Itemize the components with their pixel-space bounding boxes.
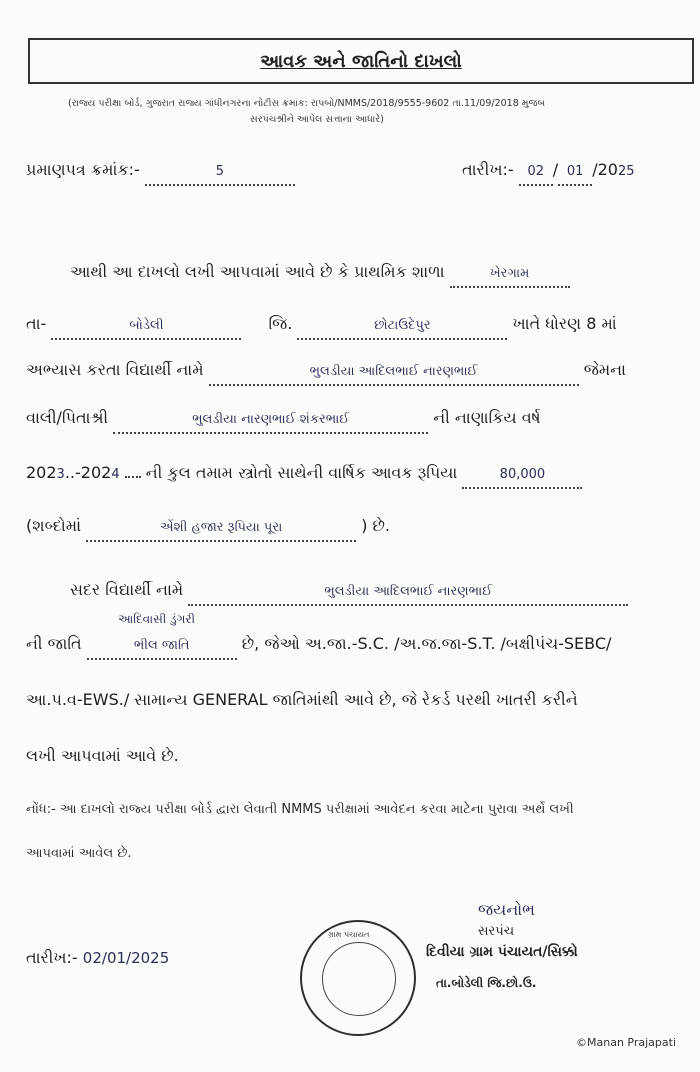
guardian-row	[26, 408, 541, 434]
certificate-date-year-prefix: 20	[597, 160, 618, 179]
subtitle-line-1: (રાજ્ય પરીક્ષા બોર્ડ, ગુજરાત રાજ્ય ગાંધીનગરના નોટીસ ક્રમાંક: રાપબો/NMMS/2018/9555-9602 તા.11/09/2018 મુજબ	[68, 98, 546, 109]
certificate-date-day: 02	[519, 164, 553, 186]
certificate-date-month: 01	[558, 164, 592, 186]
income-amount: 80,000	[462, 467, 582, 489]
year-from-suffix: 3	[56, 467, 65, 482]
intro-row	[70, 262, 570, 288]
words-label: (શબ્દોમાં	[26, 516, 81, 535]
signature: જયનોભ	[478, 900, 535, 919]
footer-date-value: 02/01/2025	[82, 949, 170, 967]
school-name: ખેરગામ	[450, 266, 570, 288]
income-row: 2023..-2024 ની કુલ તમામ સ્ત્રોતો સાથેની વાર્ષિક આવક રૂપિયા 80,000	[26, 456, 582, 489]
standard-text: ખાતે ધોરણ 8 માં	[512, 314, 617, 333]
taluka-label: તા-	[26, 314, 47, 333]
taluka-row	[26, 314, 617, 340]
signatory-place: તા.બોડેલી જિ.છો.ઉ.	[436, 976, 537, 990]
year-to-prefix: 202	[80, 463, 112, 482]
footer-date-label: તારીખ:-	[26, 948, 78, 967]
caste-row	[26, 634, 611, 660]
panchayat-seal	[300, 920, 416, 1036]
caste-value: ભીલ જાતિ	[87, 638, 237, 660]
guardian-label: વાલી/પિતાશ્રી	[26, 408, 109, 427]
copyright-text: ©Manan Prajapati	[576, 1036, 677, 1049]
certificate-number-value: 5	[145, 164, 295, 186]
caste-text2: આ.પ.વ-EWS./ સામાન્ય GENERAL જાતિમાંથી આવે છે, જે રેકર્ડ પરથી ખાતરી કરીને	[26, 690, 578, 709]
student-row	[26, 360, 626, 386]
document-title: આવક અને જાતિનો દાખલો	[260, 50, 462, 72]
certificate-number-label: પ્રમાણપત્ર ક્રમાંક:-	[26, 160, 140, 179]
income-words: એંશી હજાર રૂપિયા પૂરા	[86, 520, 356, 542]
seal-inner-ring	[322, 942, 396, 1016]
guardian-name: ભુલડીયા નારણભાઈ શંકરભાઈ	[113, 412, 428, 434]
signatory-name: દિવીયા ગ્રામ પંચાયત/સિક્કો	[426, 944, 578, 960]
caste-above-text: આદિવાસી ડુંગરી	[118, 612, 196, 626]
footer-date-row	[26, 948, 169, 968]
closing-text: લખી આપવામાં આવે છે.	[26, 746, 179, 765]
caste-label: ની જાતિ	[26, 634, 82, 653]
note-line-2: આપવામાં આવેલ છે.	[26, 846, 132, 861]
student-name: ભુલડીયા આદિલભાઈ નારણભાઈ	[209, 364, 579, 386]
certificate-date-row: તારીખ:- 02 / 01 /2025	[462, 160, 634, 186]
study-label: અભ્યાસ કરતા વિદ્યાર્થી નામે	[26, 360, 204, 379]
intro-text: આથી આ દાખલો લખી આપવામાં આવે છે કે પ્રાથમિક શાળા	[70, 262, 445, 281]
year-label: ની નાણાકિય વર્ષ	[433, 408, 541, 427]
student-name-repeat: ભુલડીયા આદિલભાઈ નારણભાઈ	[188, 584, 628, 606]
certificate-date-year-suffix: 25	[617, 164, 635, 179]
signatory-role: સરપંચ	[478, 924, 515, 939]
district-name: છોટાઉદેપુર	[297, 318, 507, 340]
document-title-box	[28, 38, 694, 84]
income-text: ની કુલ તમામ સ્ત્રોતો સાથેની વાર્ષિક આવક રૂપિયા	[145, 463, 458, 482]
caste-text: છે, જેઓ અ.જા.-S.C. /અ.જ.જા-S.T. /બક્ષીપંચ-SEBC/	[241, 634, 612, 653]
student-repeat-row	[70, 580, 628, 606]
year-to-suffix: 4	[111, 467, 120, 482]
district-label: જિ.	[268, 314, 293, 333]
income-words-row	[26, 516, 390, 542]
taluka-name: બોડેલી	[51, 318, 241, 340]
words-end: ) છે.	[361, 516, 390, 535]
whose-text: જેમના	[583, 360, 626, 379]
certificate-number-row	[26, 160, 295, 186]
year-from-prefix: 202	[26, 463, 57, 482]
subtitle-line-2: સરપંચશ્રીને આપેલ સત્તાના આધારે)	[250, 114, 384, 125]
seal-text: ગ્રામ પંચાયત	[328, 930, 370, 939]
note-line-1: નોંધ:- આ દાખલો રાજ્ય પરીક્ષા બોર્ડ દ્વારા લેવાતી NMMS પરીક્ષામાં આવેદન કરવા માટેના પુરાવા અર્થે લખી	[26, 802, 574, 817]
student-repeat-label: સદર વિદ્યાર્થી નામે	[70, 580, 184, 599]
certificate-date-label: તારીખ:-	[462, 160, 514, 179]
